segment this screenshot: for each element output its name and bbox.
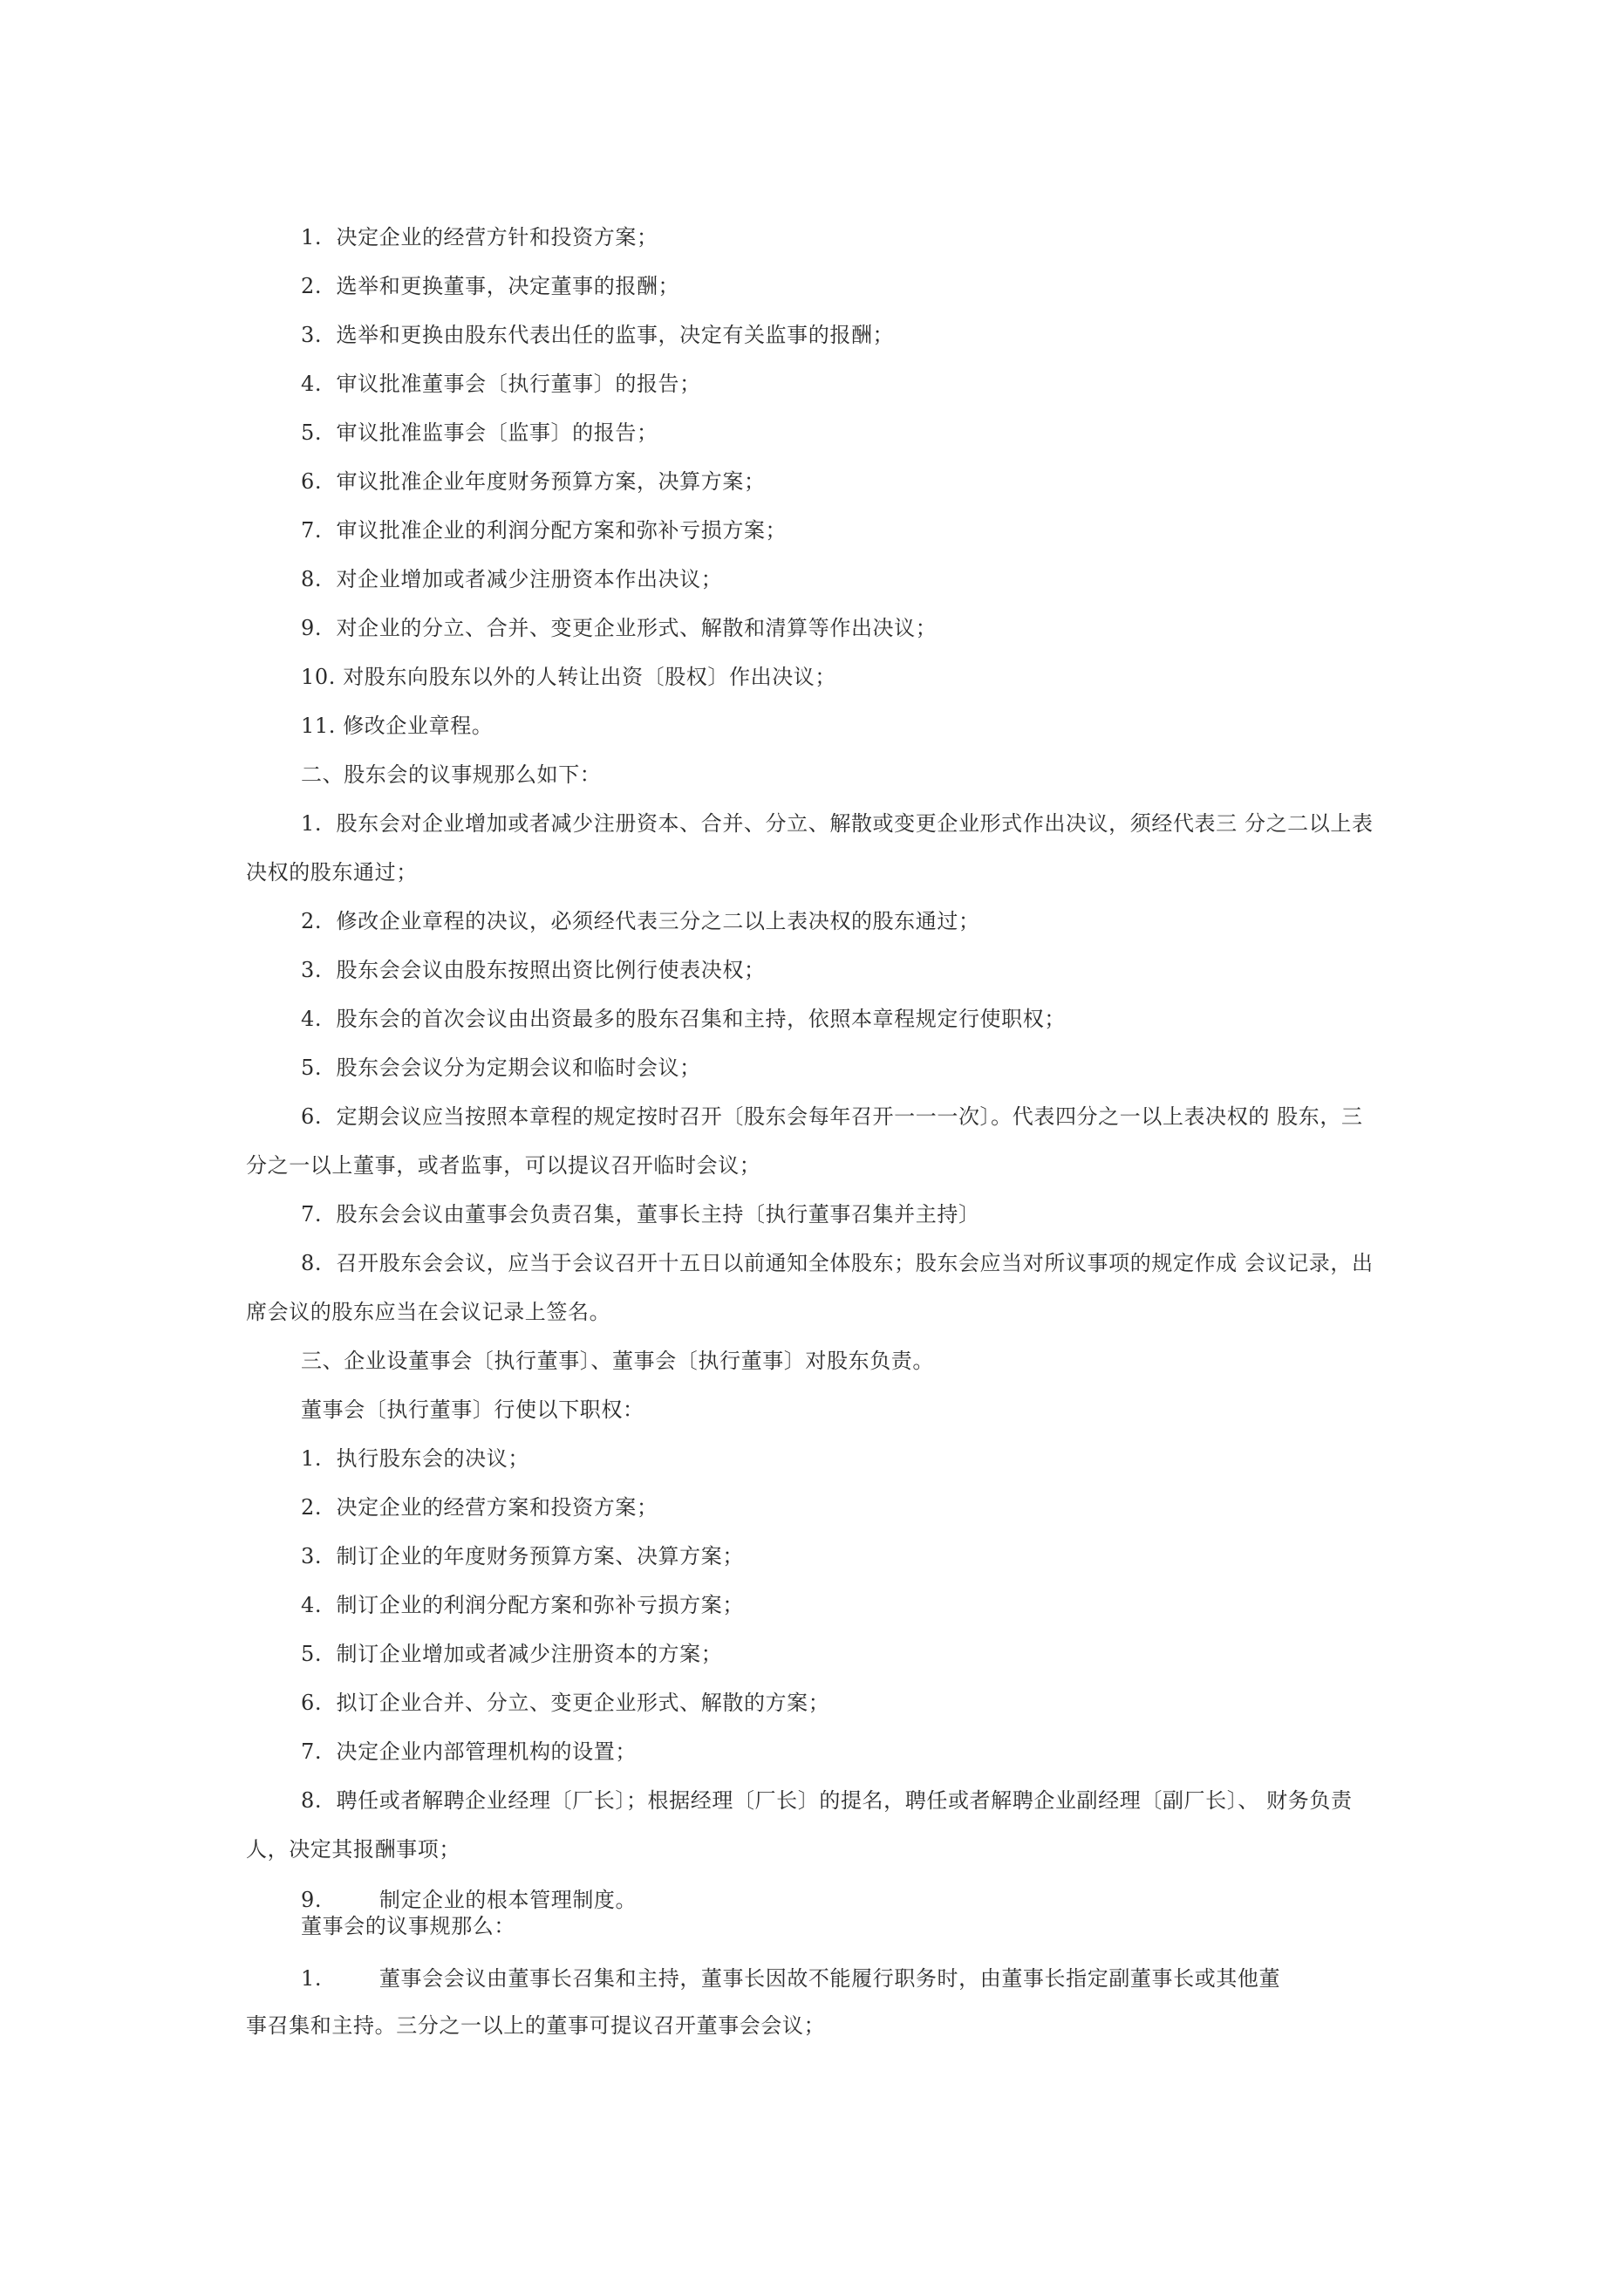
text-line: 2. 决定企业的经营方案和投资方案； bbox=[301, 1495, 658, 1520]
text-line-continued: 人，决定其报酬事项； bbox=[246, 1837, 460, 1862]
text-line: 1. 股东会对企业增加或者减少注册资本、合并、分立、解散或变更企业形式作出决议，须经代表三 分之二以上表 bbox=[301, 811, 1374, 836]
text-line: 2. 选举和更换董事，决定董事的报酬； bbox=[301, 274, 680, 298]
text-line: 7. 审议批准企业的利润分配方案和弥补亏损方案； bbox=[301, 518, 788, 543]
section-heading: 三、企业设董事会〔执行董事〕、董事会〔执行董事〕对股东负责。 bbox=[301, 1349, 934, 1373]
text-line: 4. 股东会的首次会议由出资最多的股东召集和主持，依照本章程规定行使职权； bbox=[301, 1007, 1066, 1031]
text-line-continued: 决权的股东通过； bbox=[246, 860, 418, 885]
text-line: 9. 对企业的分立、合并、变更企业形式、解散和清算等作出决议； bbox=[301, 616, 938, 640]
text-line: 4. 制订企业的利润分配方案和弥补亏损方案； bbox=[301, 1593, 744, 1617]
text-line: 6. 定期会议应当按照本章程的规定按时召开〔股东会每年召开一一一次〕。代表四分之一以上表决权的 股东，三 bbox=[301, 1104, 1363, 1129]
text-line-continued: 席会议的股东应当在会议记录上签名。 bbox=[246, 1300, 611, 1324]
text-line-continued: 分之一以上董事，或者监事，可以提议召开临时会议； bbox=[246, 1153, 761, 1178]
text-line-continued: 事召集和主持。三分之一以上的董事可提议召开董事会会议； bbox=[246, 2013, 826, 2038]
text-line: 5. 制订企业增加或者减少注册资本的方案； bbox=[301, 1642, 723, 1666]
text-line: 7. 决定企业内部管理机构的设置； bbox=[301, 1739, 637, 1764]
text-line: 1. 执行股东会的决议； bbox=[301, 1446, 529, 1471]
text-line: 1. 决定企业的经营方针和投资方案； bbox=[301, 225, 658, 249]
text-line: 1. 董事会会议由董事长召集和主持，董事长因故不能履行职务时，由董事长指定副董事长或其他董 bbox=[301, 1966, 1281, 1991]
text-line: 6. 审议批准企业年度财务预算方案，决算方案； bbox=[301, 469, 766, 494]
text-line: 11. 修改企业章程。 bbox=[301, 714, 494, 738]
text-line: 董事会的议事规那么： bbox=[301, 1914, 515, 1938]
text-line: 2. 修改企业章程的决议，必须经代表三分之二以上表决权的股东通过； bbox=[301, 909, 980, 933]
text-line: 5. 审议批准监事会〔监事〕的报告； bbox=[301, 420, 658, 445]
text-line: 9. 制定企业的根本管理制度。 bbox=[301, 1888, 638, 1912]
text-line: 8. 对企业增加或者减少注册资本作出决议； bbox=[301, 567, 723, 591]
text-line: 5. 股东会会议分为定期会议和临时会议； bbox=[301, 1056, 701, 1080]
section-heading: 二、股东会的议事规那么如下： bbox=[301, 762, 602, 787]
text-line: 4. 审议批准董事会〔执行董事〕的报告； bbox=[301, 372, 701, 396]
text-line: 3. 制订企业的年度财务预算方案、决算方案； bbox=[301, 1544, 744, 1568]
text-line: 董事会〔执行董事〕行使以下职权： bbox=[301, 1397, 644, 1422]
text-line: 8. 聘任或者解聘企业经理〔厂长〕；根据经理〔厂长〕的提名，聘任或者解聘企业副经理〔副厂长〕、 财务负责 bbox=[301, 1788, 1353, 1813]
text-line: 6. 拟订企业合并、分立、变更企业形式、解散的方案； bbox=[301, 1691, 830, 1715]
text-line: 7. 股东会会议由董事会负责召集，董事长主持〔执行董事召集并主持〕 bbox=[301, 1202, 980, 1227]
text-line: 8. 召开股东会会议，应当于会议召开十五日以前通知全体股东；股东会应当对所议事项的规定作成 会议记录，出 bbox=[301, 1251, 1374, 1275]
text-line: 10. 对股东向股东以外的人转让出资〔股权〕作出决议； bbox=[301, 665, 836, 689]
text-line: 3. 选举和更换由股东代表出任的监事，决定有关监事的报酬； bbox=[301, 323, 895, 347]
text-line: 3. 股东会会议由股东按照出资比例行使表决权； bbox=[301, 958, 766, 982]
